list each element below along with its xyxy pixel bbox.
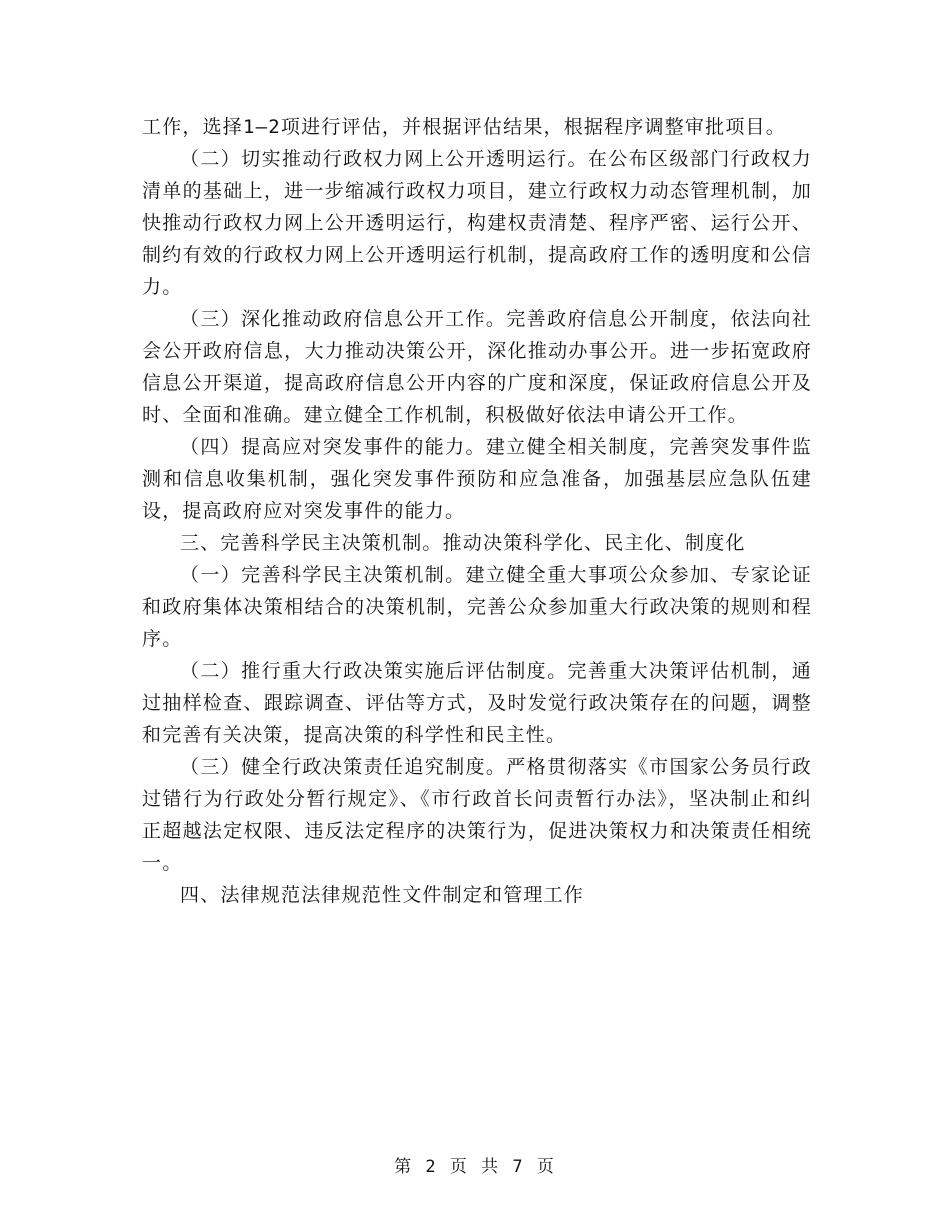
paragraph-accountability: （三）健全行政决策责任追究制度。严格贯彻落实《市国家公务员行政过错行为行政处分暂行规定》、《市行政首长问责暂行办法》，坚决制止和纠正超越法定权限、违反法定程序的决策行为，促进决策权力和决策责任相统一。 — [142, 756, 812, 874]
section-heading-decision-mechanism: 三、完善科学民主决策机制。推动决策科学化、民主化、制度化 — [180, 532, 746, 554]
paragraph-democratic-decision: （一）完善科学民主决策机制。建立健全重大事项公众参加、专家论证和政府集体决策相结合的决策机制，完善公众参加重大行政决策的规则和程序。 — [142, 564, 812, 650]
document-body — [142, 111, 812, 911]
paragraph-online-transparency: （二）切实推动行政权力网上公开透明运行。在公布区级部门行政权力清单的基础上，进一步缩减行政权力项目，建立行政权力动态管理机制，加快推动行政权力网上公开透明运行，构建权责清楚、程序严密、运行公开、制约有效的行政权力网上公开透明运行机制，提高政府工作的透明度和公信力。 — [142, 148, 812, 298]
paragraph-information-disclosure: （三）深化推动政府信息公开工作。完善政府信息公开制度，依法向社会公开政府信息，大力推动决策公开，深化推动办事公开。进一步拓宽政府信息公开渠道，提高政府信息公开内容的广度和深度，保证政府信息公开及时、全面和准确。建立健全工作机制，积极做好依法申请公开工作。 — [142, 308, 812, 426]
paragraph-post-evaluation: （二）推行重大行政决策实施后评估制度。完善重大决策评估机制，通过抽样检查、跟踪调查、评估等方式，及时发觉行政决策存在的问题，调整和完善有关决策，提高决策的科学性和民主性。 — [142, 660, 812, 746]
page-number-footer: 第 2 页 共 7 页 — [394, 1157, 556, 1177]
paragraph-emergency-response: （四）提高应对突发事件的能力。建立健全相关制度，完善突发事件监测和信息收集机制，强化突发事件预防和应急准备，加强基层应急队伍建设，提高政府应对突发事件的能力。 — [142, 436, 812, 522]
paragraph-continuation: 工作，选择1—2项进行评估，并根据评估结果，根据程序调整审批项目。 — [142, 116, 786, 138]
section-heading-normative-documents: 四、法律规范法律规范性文件制定和管理工作 — [180, 884, 585, 906]
